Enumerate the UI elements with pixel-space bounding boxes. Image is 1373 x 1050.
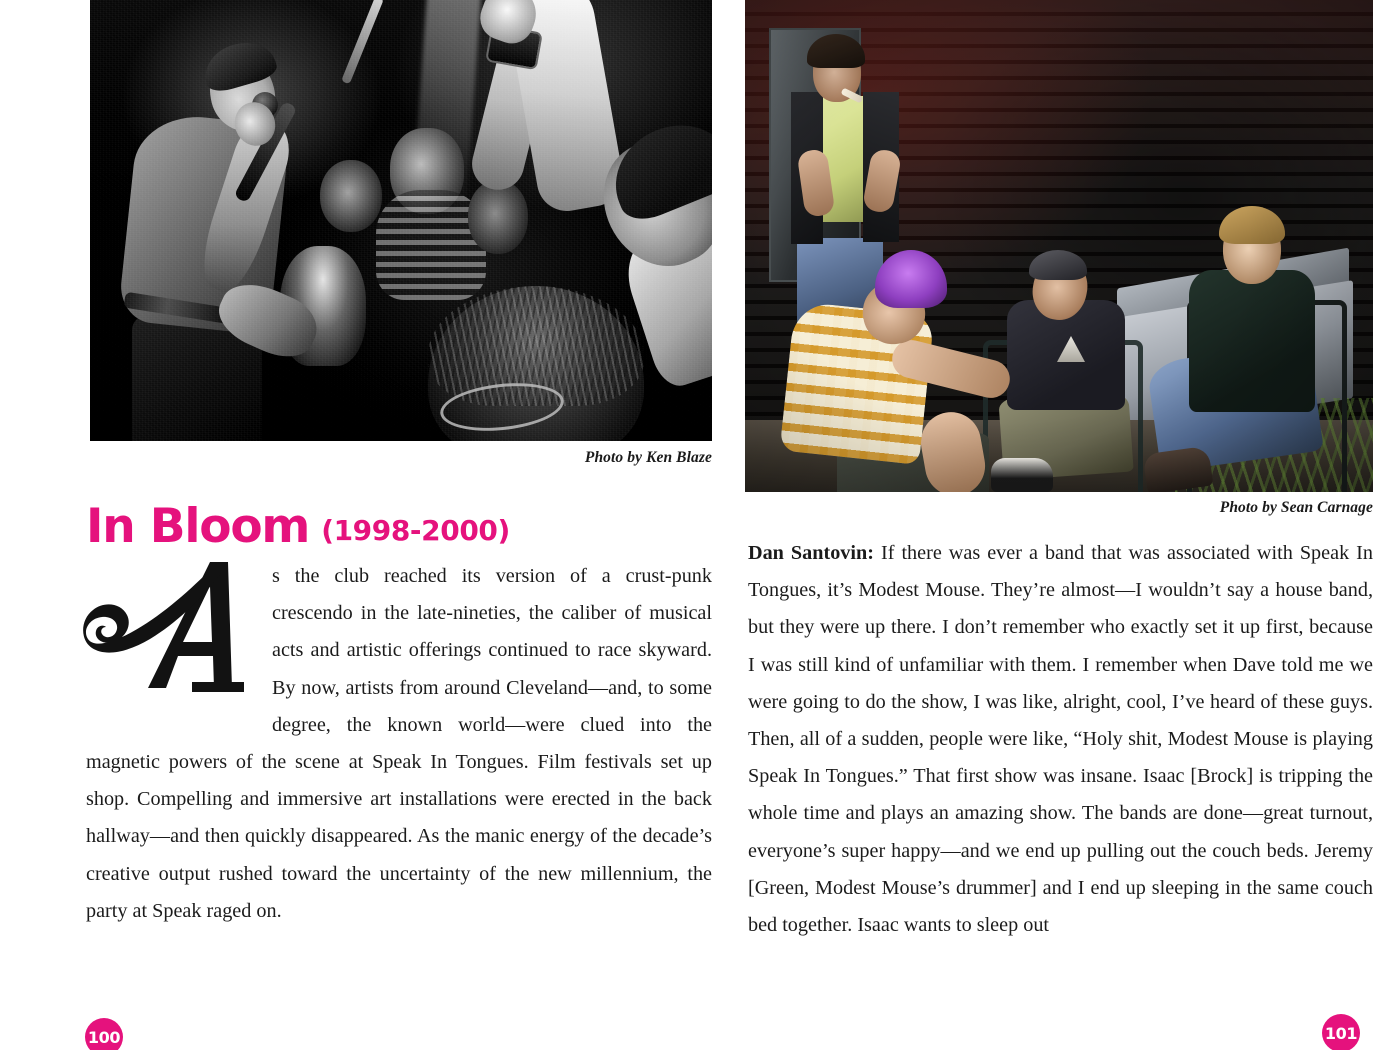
page-number-right: 101 xyxy=(1322,1014,1360,1050)
section-years: (1998-2000) xyxy=(321,514,510,547)
flash-vignette xyxy=(745,0,1373,492)
drumstick xyxy=(341,0,384,84)
section-heading xyxy=(86,499,510,554)
interview-paragraph xyxy=(748,535,1373,944)
interview-column-right xyxy=(748,535,1373,944)
photo-credit-right: Photo by Sean Carnage xyxy=(1219,499,1373,516)
photo-credit-left: Photo by Ken Blaze xyxy=(584,449,712,466)
article-column-left xyxy=(86,558,712,930)
article-body: s the club reached its version of a crust-punk crescendo in the late-nineties, the caliber of musical acts and artistic offerings continued to race skyward. By now, artists from around Cleveland—and, to some degree, the known world—were clued into the magnetic powers of the scene at Speak In Tongues. Film festivals set up shop. Compelling and immersive art installations were erected in the back hallway—and then quickly disappeared. As the manic energy of the decade’s creative output rushed toward the uncertainty of the new millennium, the party at Speak raged on. xyxy=(86,565,712,922)
crowd-figure xyxy=(468,180,528,254)
interview-speaker-name: Dan Santovin: xyxy=(748,542,874,564)
concert-photo-black-and-white xyxy=(90,0,712,441)
page-number-left: 100 xyxy=(85,1018,123,1050)
backyard-photo-color xyxy=(745,0,1373,492)
section-title: In Bloom xyxy=(86,499,310,554)
drop-cap-swash-a xyxy=(82,560,266,710)
crowd-figure xyxy=(320,160,382,232)
interview-quote: If there was ever a band that was associated with Speak In Tongues, it’s Modest Mouse. They’re almost—I wouldn’t say a house band, but they were up there. I don’t remember who exactly set it up first, because I was still kind of unfamiliar with them. I remember when Dave told me we were going to do the show, I was like, alright, cool, I’ve heard of these guys. Then, all of a sudden, people were like, “Holy shit, Modest Mouse is playing Speak In Tongues.” That first show was insane. Isaac [Brock] is tripping the whole time and plays an amazing show. The bands are done—great turnout, everyone’s super happy—and we end up pulling out the couch beds. Jeremy [Green, Modest Mouse’s drummer] and I end up sleeping in the same couch bed together. Isaac wants to sleep out xyxy=(748,542,1373,937)
photo-left-scene xyxy=(90,0,712,441)
